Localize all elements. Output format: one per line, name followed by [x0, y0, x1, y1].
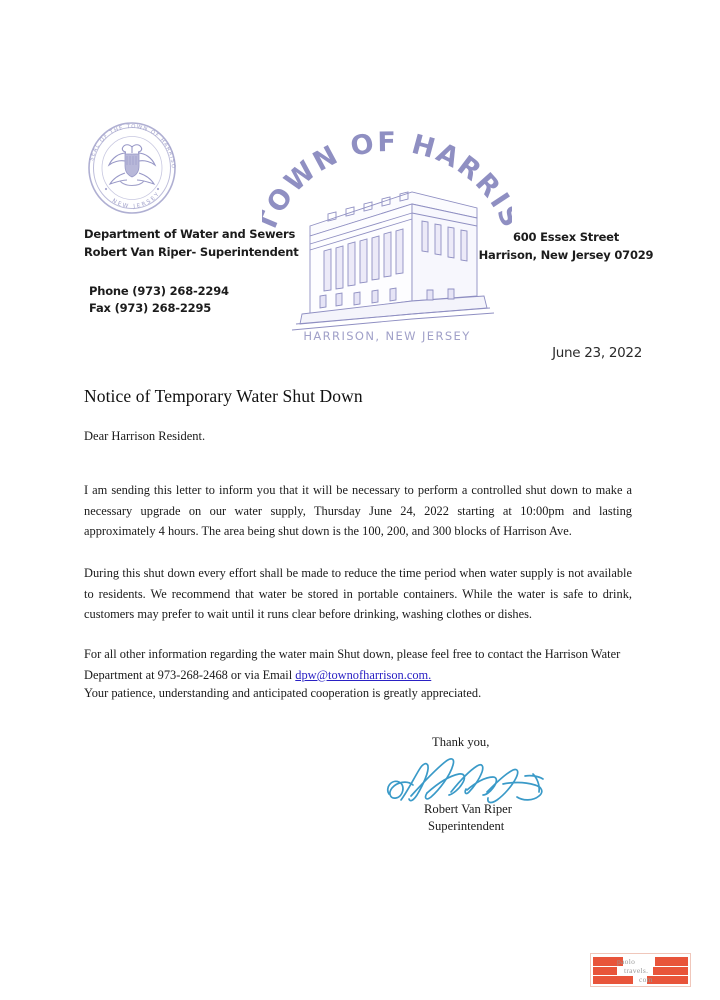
salutation: Dear Harrison Resident. [84, 429, 206, 443]
svg-text:NEW JERSEY: NEW JERSEY [110, 190, 162, 211]
closing-thank-you: Thank you, [432, 735, 490, 749]
superintendent-name: Robert Van Riper- Superintendent [84, 245, 299, 259]
contact-info-text: For all other information regarding the water main Shut down, please feel free to contact the Harrison Water Department at 973-268-2468 or via Email [84, 647, 621, 682]
department-name: Department of Water and Sewers [84, 227, 296, 241]
svg-text:HARRISON, NEW JERSEY: HARRISON, NEW JERSEY [303, 329, 471, 343]
watermark-band-right-mid [653, 967, 688, 975]
signer-name: Robert Van Riper [424, 802, 512, 816]
body-paragraph-4: Your patience, understanding and anticipated cooperation is greatly appreciated. [84, 686, 482, 701]
body-paragraph-2: During this shut down every effort shall be made to reduce the time period when water supply is not available to residents. We recommend that water be stored in portable containers. While the water is safe to drink, customers may prefer to wait until it runs clear before drinking, washing clothes or dishes. [84, 566, 632, 622]
svg-text:TOWN OF HARRISON: OWN OF HARR [262, 126, 508, 219]
svg-text:SEAL OF THE TOWN OF HARRISON: SEAL OF THE TOWN OF HARRISO [88, 123, 177, 170]
watermark-text-line2: travels. [624, 966, 649, 975]
address-city-state-zip: Harrison, New Jersey 07029 [478, 248, 654, 262]
letter-date: June 23, 2022 [552, 345, 642, 361]
page-title: Notice of Temporary Water Shut Down [84, 386, 363, 406]
fax-number: Fax (973) 268-2295 [89, 301, 212, 315]
watermark-text-line3: com [639, 975, 653, 984]
watermark-band-right-top [655, 957, 688, 966]
contact-block [89, 283, 229, 317]
phone-number: Phone (973) 268-2294 [89, 284, 229, 298]
email-link[interactable]: dpw@townofharrison.com. [295, 667, 432, 682]
site-watermark-logo [590, 953, 691, 987]
town-seal-icon [79, 113, 185, 221]
watermark-text-line1: paolo [617, 957, 636, 966]
watermark-band-left-mid [593, 967, 617, 975]
letterhead [0, 0, 720, 345]
department-block [84, 225, 299, 261]
address-block [466, 228, 666, 264]
body-paragraph-1: I am sending this letter to inform you that it will be necessary to perform a controlled shut down to make a necessary upgrade on our water supply, Thursday June 24, 2022 starting at 10:00pm and lasting approximately 4 hours. The area being shut down is the 100, 200, and 300 blocks of Harrison Ave. [84, 483, 632, 539]
watermark-band-right-bot [647, 976, 688, 984]
body-paragraph-3 [84, 644, 632, 685]
watermark-band-left-bot [593, 976, 633, 984]
address-street: 600 Essex Street [512, 230, 620, 244]
signer-title: Superintendent [428, 819, 505, 833]
